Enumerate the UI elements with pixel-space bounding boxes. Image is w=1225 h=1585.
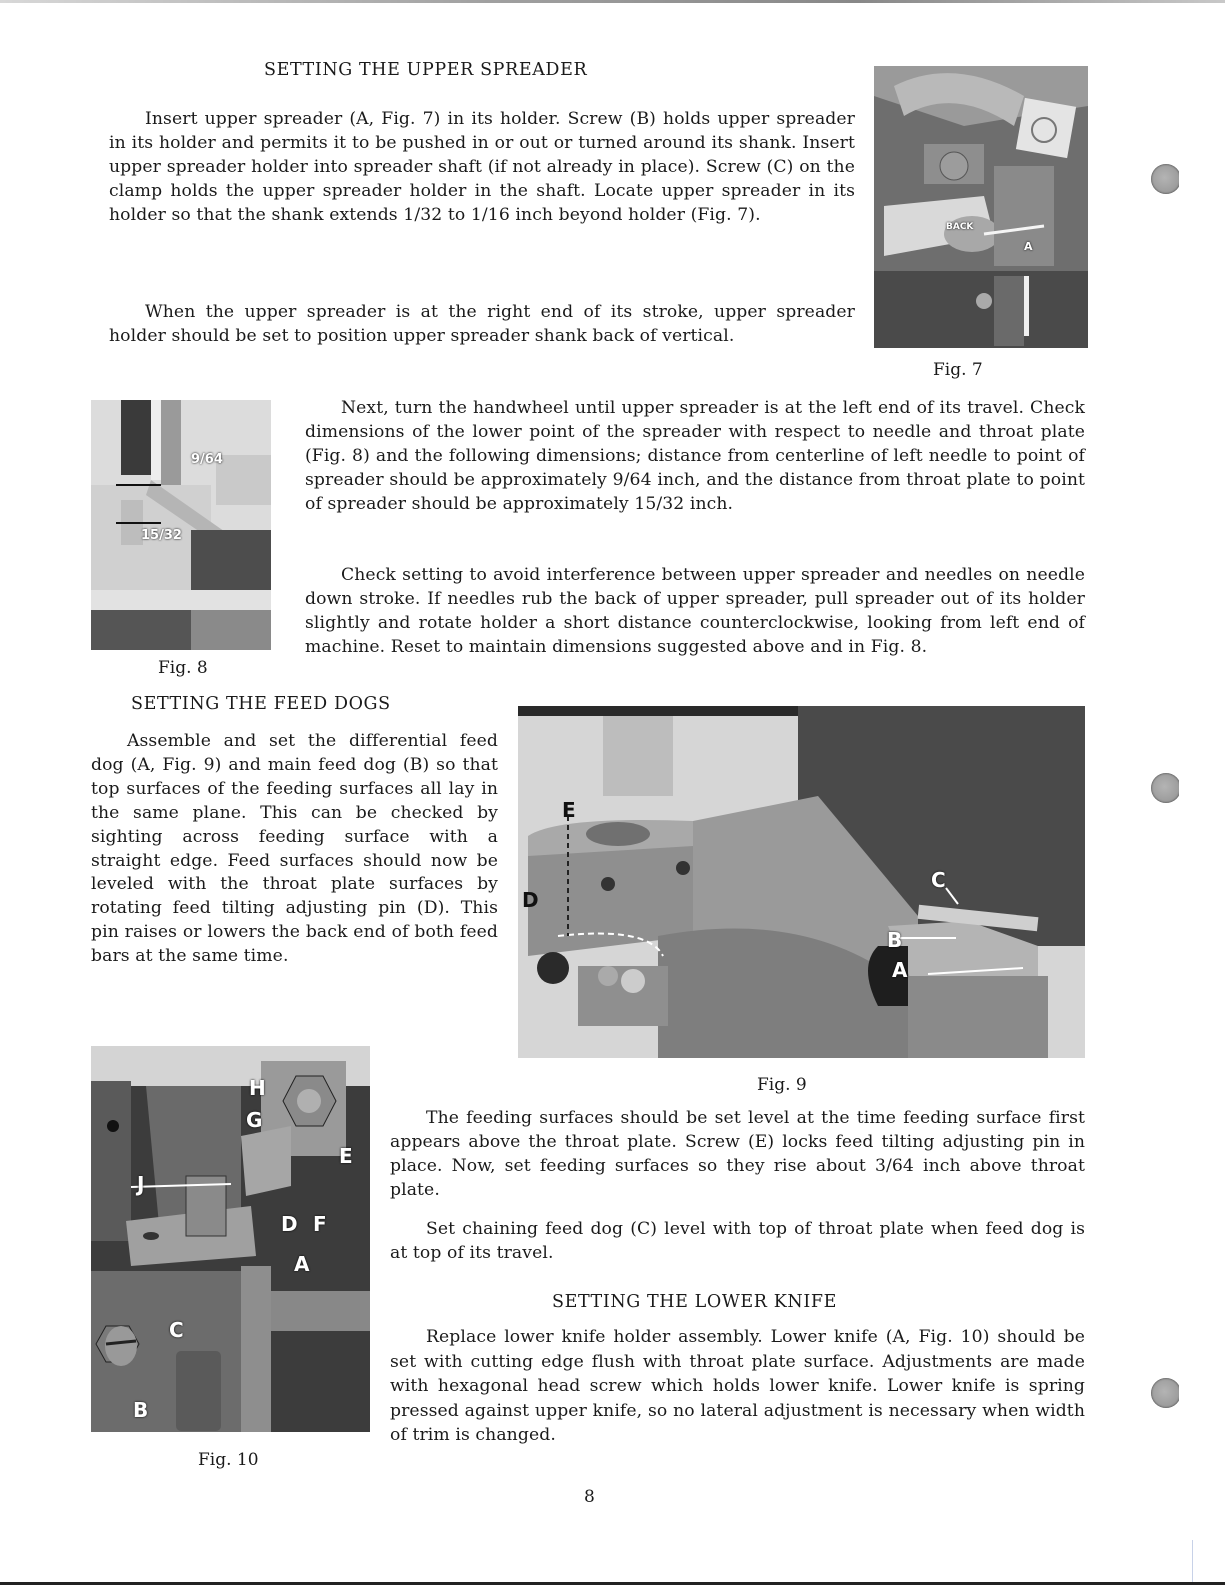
paragraph-assemble-feed-dogs [91, 730, 498, 969]
fig10-label-j: J [137, 1172, 145, 1196]
paragraph-insert-spreader [109, 108, 855, 228]
paragraph-text: Next, turn the handwheel until upper spreader is at the left end of its travel. Check dimensions of the lower point of the spreader with respect to needle and throat plate (Fig. 8) and the following dimensions; distance from centerline of left needle to point of spreader should be approximately 9/64 inch, and the distance from throat plate to point of spreader should be approximately 15/32 inch. [305, 398, 1085, 514]
lower-knife-illustration [91, 1046, 370, 1432]
fig7-label-a: A [1024, 240, 1033, 253]
paragraph-chaining-feed-dog [390, 1218, 1085, 1266]
fig10-label-d: D [281, 1212, 298, 1236]
fig10-label-e: E [339, 1144, 353, 1168]
fig9-label-c: C [931, 868, 946, 892]
figure-10-photo [91, 1046, 370, 1432]
heading-lower-knife: SETTING THE LOWER KNIFE [552, 1292, 837, 1312]
paragraph-lower-knife [390, 1325, 1085, 1448]
figure-9-photo [518, 706, 1085, 1058]
spreader-dimension-illustration [91, 400, 271, 650]
paragraph-feeding-surfaces-level [390, 1107, 1085, 1203]
fig9-label-a: A [892, 958, 908, 982]
fig9-label-e: E [562, 798, 576, 822]
figure-9-caption: Fig. 9 [757, 1075, 807, 1095]
heading-upper-spreader: SETTING THE UPPER SPREADER [264, 60, 588, 80]
figure-7-photo [874, 66, 1088, 348]
binder-hole-icon [1151, 164, 1181, 194]
fig10-label-b: B [133, 1398, 149, 1422]
binder-hole-icon [1151, 773, 1181, 803]
paragraph-text: Insert upper spreader (A, Fig. 7) in its holder. Screw (B) holds upper spreader in its holder and permits it to be pushed in or out or turned around its shank. Insert upper spreader holder into spreader shaft (if not already in place). Screw (C) on the clamp holds the upper spreader holder in the shaft. Locate upper spreader in its holder so that the shank extends 1/32 to 1/16 inch beyond holder (Fig. 7). [109, 109, 855, 225]
scan-right-edge [1192, 1540, 1193, 1582]
paragraph-text: Check setting to avoid interference between upper spreader and needles on needle down stroke. If needles rub the back of upper spreader, pull spreader out of its holder slightly and rotate holder a short distance counterclockwise, looking from left end of machine. Reset to maintain dimensions suggested above and in Fig. 8. [305, 565, 1085, 657]
paragraph-handwheel-left-end [305, 397, 1085, 517]
figure-10-caption: Fig. 10 [198, 1450, 259, 1470]
scan-top-edge [0, 0, 1225, 3]
paragraph-text: Assemble and set the differential feed dog (A, Fig. 9) and main feed dog (B) so that top surfaces of the feeding surfaces all lay in the same plane. This can be checked by sighting across feeding surface with a straight edge. Feed surfaces should now be leveled with the throat plate surfaces by rotating feed tilting adjusting pin (D). This pin raises or lowers the back end of both feed bars at the same time. [91, 731, 498, 967]
paragraph-check-interference [305, 564, 1085, 660]
fig9-label-d: D [522, 888, 539, 912]
figure-8-caption: Fig. 8 [158, 658, 208, 678]
fig8-dimension-9-64: 9/64 [191, 452, 223, 467]
fig10-label-a: A [294, 1252, 310, 1276]
page-number: 8 [584, 1487, 595, 1507]
paragraph-text: When the upper spreader is at the right end of its stroke, upper spreader holder should be set to position upper spreader shank back of vertical. [109, 302, 855, 346]
figure-7-caption: Fig. 7 [933, 360, 983, 380]
fig7-label-back: BACK [946, 222, 974, 232]
machine-spreader-illustration [874, 66, 1088, 348]
paragraph-right-end-stroke [109, 301, 855, 349]
paragraph-text: Replace lower knife holder assembly. Lower knife (A, Fig. 10) should be set with cutting edge flush with throat plate surface. Adjustments are made with hexagonal head screw which holds lower knife. Lower knife is spring pressed against upper knife, so no lateral adjustment is necessary when width of trim is changed. [390, 1327, 1085, 1445]
paragraph-text: Set chaining feed dog (C) level with top of throat plate when feed dog is at top of its travel. [390, 1219, 1085, 1263]
fig10-label-g: G [246, 1108, 263, 1132]
heading-feed-dogs: SETTING THE FEED DOGS [131, 694, 391, 714]
fig8-dimension-15-32: 15/32 [141, 528, 182, 543]
feed-dogs-illustration [518, 706, 1085, 1058]
fig10-label-f: F [313, 1212, 327, 1236]
paragraph-text: The feeding surfaces should be set level at the time feeding surface first appears above the throat plate. Screw (E) locks feed tilting adjusting pin in place. Now, set feeding surfaces so they rise about 3/64 inch above throat plate. [390, 1108, 1085, 1200]
fig10-label-c: C [169, 1318, 184, 1342]
fig9-label-b: B [887, 928, 903, 952]
fig10-label-h: H [249, 1076, 266, 1100]
figure-8-photo [91, 400, 271, 650]
binder-hole-icon [1151, 1378, 1181, 1408]
